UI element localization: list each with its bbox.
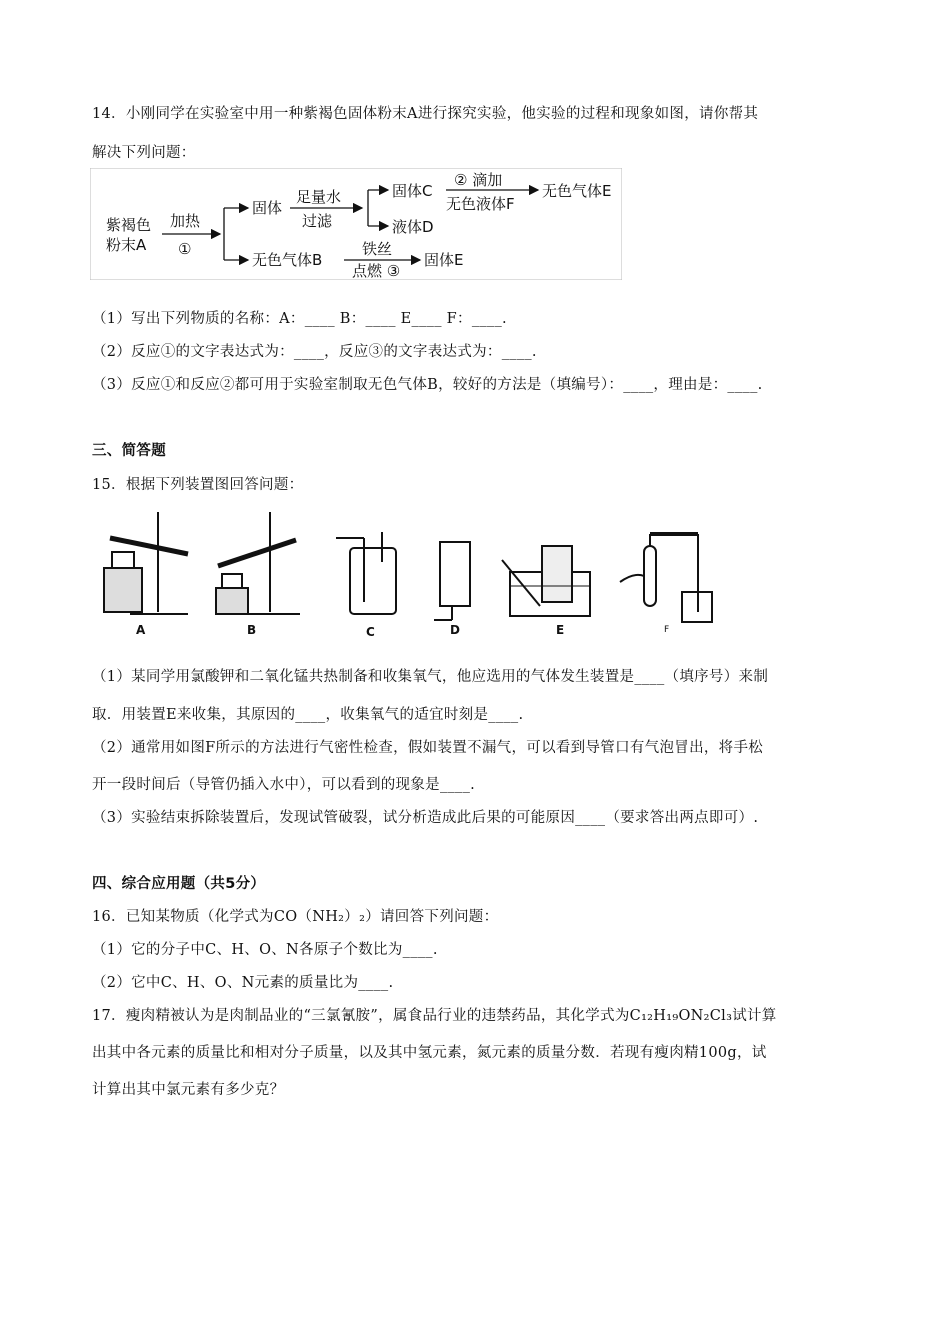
q15-part1-line2: 取．用装置E来收集，其原因的____，收集氧气的适宜时刻是____. bbox=[92, 707, 524, 723]
q15-apparatus-figure bbox=[90, 502, 720, 642]
apparatus-d bbox=[434, 542, 470, 620]
q14-part3: （3）反应①和反应②都可用于实验室制取无色气体B，较好的方法是（填编号）：____，理由是：____. bbox=[92, 377, 763, 393]
flow-solid: 固体 bbox=[252, 199, 283, 217]
q15-intro: 15．根据下列装置图回答问题： bbox=[92, 477, 304, 493]
flow-liquid-f-label: 无色液体F bbox=[446, 195, 515, 213]
q14-intro-line1: 14．小刚同学在实验室中用一种紫褐色固体粉末A进行探究实验，他实验的过程和现象如图，请你帮其 bbox=[92, 106, 759, 122]
flow-gas-e: 无色气体E bbox=[542, 182, 612, 200]
apparatus-label-b: B bbox=[247, 623, 257, 637]
q17-line1: 17．瘦肉精被认为是肉制品业的“三氯氰胺”，属食品行业的违禁药品，其化学式为C₁₂H₁₉ON₂Cl₃试计算 bbox=[92, 1008, 777, 1024]
apparatus-a bbox=[104, 512, 188, 614]
flow-step1: ① bbox=[178, 240, 192, 258]
apparatus-label-e: E bbox=[556, 623, 565, 637]
apparatus-label-a: A bbox=[136, 623, 146, 637]
apparatus-label-d: D bbox=[450, 623, 460, 637]
apparatus-c bbox=[336, 532, 396, 614]
q14-part1: （1）写出下列物质的名称：A：____ B：____ E____ F：____. bbox=[92, 311, 507, 327]
flow-liquid-d: 液体D bbox=[392, 218, 434, 236]
flow-ignite-label: 点燃 ③ bbox=[352, 262, 401, 280]
q14-flow-diagram bbox=[90, 168, 622, 280]
section3-title: 三、简答题 bbox=[92, 443, 166, 459]
apparatus-label-c: C bbox=[366, 625, 375, 639]
section4-title: 四、综合应用题（共5分） bbox=[92, 876, 266, 892]
flow-drop-label: ② 滴加 bbox=[454, 171, 503, 189]
flow-heat-label: 加热 bbox=[170, 212, 201, 230]
q15-part3: （3）实验结束拆除装置后，发现试管破裂，试分析造成此后果的可能原因____（要求答出两点即可）. bbox=[92, 810, 759, 826]
flow-start-line2: 粉末A bbox=[106, 236, 147, 254]
apparatus-b bbox=[216, 512, 300, 614]
q14-intro-line2: 解决下列问题： bbox=[92, 145, 196, 161]
flow-water-label: 足量水 bbox=[296, 188, 342, 206]
apparatus-label-f: F bbox=[664, 625, 670, 635]
flow-filter-label: 过滤 bbox=[302, 212, 333, 230]
flow-start-line1: 紫褐色 bbox=[106, 216, 152, 234]
q15-part2-line1: （2）通常用如图F所示的方法进行气密性检查，假如装置不漏气，可以看到导管口有气泡冒出，将手松 bbox=[92, 740, 764, 756]
q17-line2: 出其中各元素的质量比和相对分子质量，以及其中氢元素，氮元素的质量分数．若现有瘦肉精100g，试 bbox=[92, 1045, 767, 1061]
flow-solid-e: 固体E bbox=[424, 251, 464, 269]
flow-gas-b: 无色气体B bbox=[252, 251, 323, 269]
q15-part2-line2: 开一段时间后（导管仍插入水中），可以看到的现象是____. bbox=[92, 777, 476, 793]
q16-part2: （2）它中C、H、O、N元素的质量比为____. bbox=[92, 975, 394, 991]
apparatus-f bbox=[620, 534, 712, 622]
q16-intro: 16．已知某物质（化学式为CO（NH₂）₂）请回答下列问题： bbox=[92, 909, 499, 925]
q14-part2: （2）反应①的文字表达式为：____，反应③的文字表达式为：____. bbox=[92, 344, 537, 360]
q15-part1-line1: （1）某同学用氯酸钾和二氧化锰共热制备和收集氧气，他应选用的气体发生装置是____（填序号）来制 bbox=[92, 669, 769, 685]
flow-solid-c: 固体C bbox=[392, 182, 433, 200]
q16-part1: （1）它的分子中C、H、O、N各原子个数比为____. bbox=[92, 942, 438, 958]
flow-iron-label: 铁丝 bbox=[362, 240, 393, 258]
q17-line3: 计算出其中氯元素有多少克？ bbox=[92, 1082, 285, 1098]
apparatus-e bbox=[502, 546, 590, 616]
